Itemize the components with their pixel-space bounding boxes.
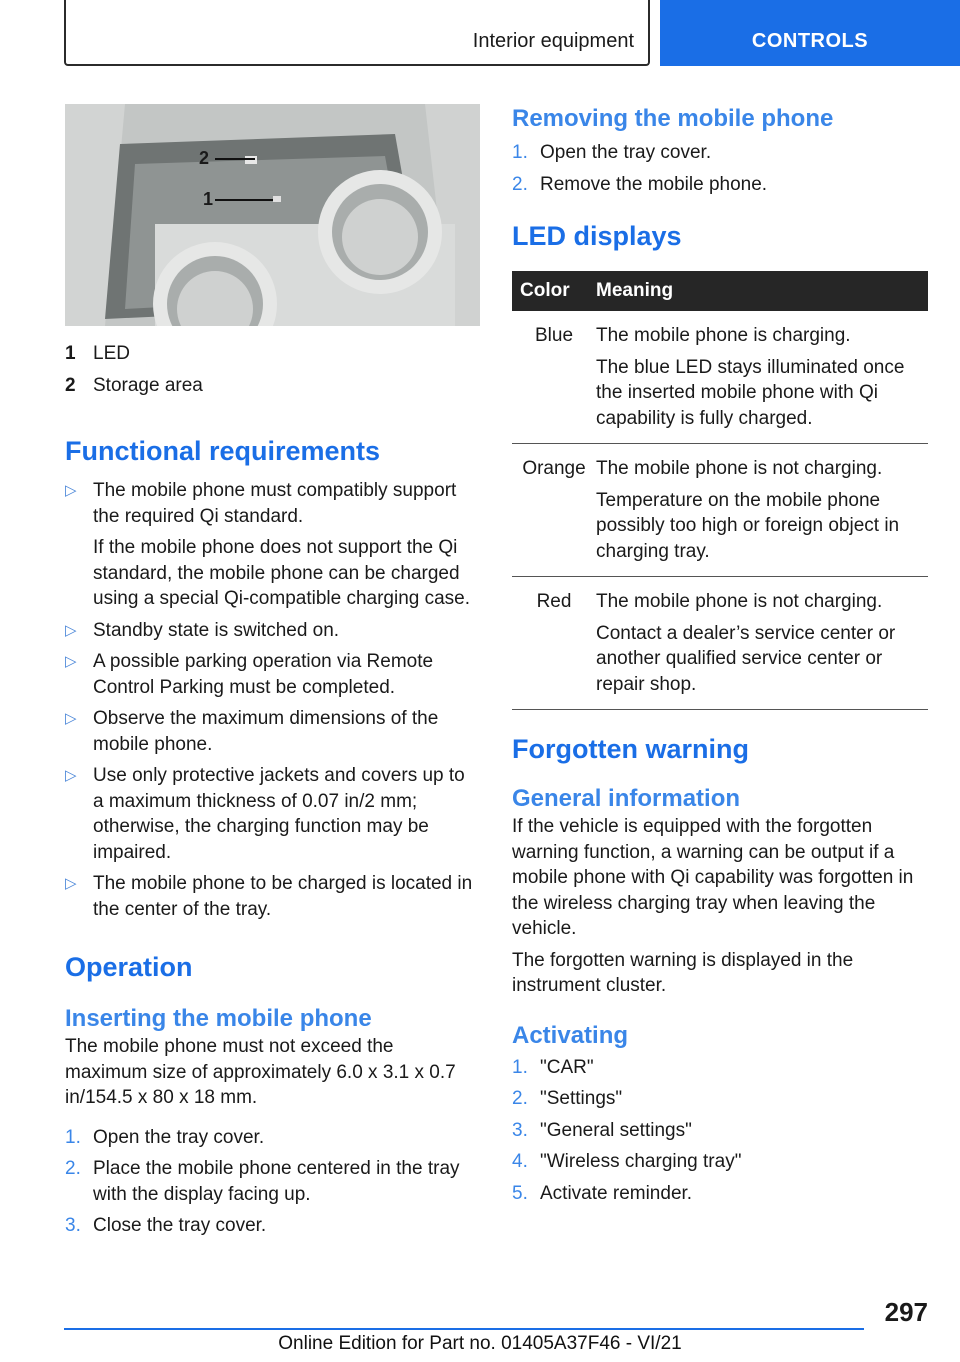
footer-edition: Online Edition for Part no. 01405A37F46 - VI/21 [278, 1333, 682, 1354]
list-item: 5. Activate reminder. [512, 1182, 693, 1204]
table-row: Blue The mobile phone is charging. The blue LED stays illuminated once the inserted mobile phone with Qi capability is fully charged. [512, 311, 928, 444]
figure-legend [65, 338, 480, 402]
triangle-bullet-icon: ▷ [65, 482, 77, 499]
header-chapter-title: CONTROLS [751, 30, 869, 52]
callout-1: 1 [203, 189, 214, 209]
legend-number: 2 [65, 375, 76, 396]
activating-steps [512, 1055, 928, 1207]
removing-heading: Removing the mobile phone [512, 105, 834, 132]
legend-label: LED [93, 343, 130, 364]
general-information-heading: General information [512, 785, 741, 812]
list-item: 1. Open the tray cover. [512, 142, 712, 163]
table-header-meaning: Meaning [596, 271, 928, 311]
inserting-heading: Inserting the mobile phone [65, 1005, 372, 1032]
footer-divider [64, 1328, 864, 1330]
triangle-bullet-icon: ▷ [65, 653, 77, 670]
header-section-title: Interior equipment [472, 30, 634, 52]
led-table [512, 271, 928, 710]
triangle-bullet-icon: ▷ [65, 621, 77, 639]
legend-number: 1 [65, 343, 76, 364]
list-item: 1. Open the tray cover. [65, 1126, 265, 1148]
list-item: 2. Place the mobile phone centered in the tray with the display facing up. [65, 1158, 460, 1205]
list-item: ▷ Observe the maximum dimensions of the mobile phone. [65, 708, 439, 755]
inserting-steps [65, 1125, 480, 1239]
triangle-bullet-icon: ▷ [65, 767, 77, 784]
triangle-bullet-icon: ▷ [65, 710, 77, 727]
table-row: Orange The mobile phone is not charging. Temperature on the mobile phone possibly too high or foreign object in charging tray. [512, 444, 928, 577]
legend-item [65, 338, 480, 370]
table-row: Red The mobile phone is not charging. Contact a dealer’s service center or another qualified service center or repair shop. [512, 577, 928, 710]
list-item: 2. "Settings" [512, 1088, 623, 1109]
general-information-para-2: The forgotten warning is displayed in the instrument cluster. [512, 949, 854, 996]
right-column [512, 104, 928, 1212]
list-item: ▷ The mobile phone must compatibly support the required Qi standard. If the mobile phone does not support the Qi standard, the mobile phone can be charged using a special Qi-compatible charging case. [65, 480, 471, 609]
table-header-color: Color [512, 271, 596, 311]
general-information-para: If the vehicle is equipped with the forgotten warning function, a warning can be output if a mobile phone with Qi capability was forgotten in the wireless charging tray when leaving the vehicle. [512, 816, 914, 939]
operation-heading: Operation [65, 952, 193, 982]
list-item: 2. Remove the mobile phone. [512, 173, 768, 195]
list-item: ▷ The mobile phone to be charged is located in the center of the tray. [65, 873, 473, 920]
activating-heading: Activating [512, 1021, 629, 1049]
list-item: ▷ Use only protective jackets and covers up to a maximum thickness of 0.07 in/2 mm; otherwise, the charging function may be impaired. [65, 765, 465, 863]
charging-tray-illustration [65, 104, 480, 326]
callout-2: 2 [199, 148, 210, 168]
led-displays-heading: LED displays [512, 221, 682, 251]
list-item: 3. "General settings" [512, 1119, 692, 1141]
header-section-tab [64, 0, 650, 66]
header-chapter-tab[interactable] [660, 0, 960, 66]
list-item: 4. "Wireless charging tray" [512, 1151, 742, 1172]
functional-requirements-heading: Functional requirements [65, 436, 381, 466]
page-number: 297 [884, 1297, 928, 1327]
list-item: 1. "CAR" [512, 1056, 594, 1078]
list-item: ▷ A possible parking operation via Remote Control Parking must be completed. [65, 651, 434, 698]
list-item: 3. Close the tray cover. [65, 1215, 267, 1236]
list-item: ▷ Standby state is switched on. [65, 618, 480, 644]
triangle-bullet-icon: ▷ [65, 875, 77, 892]
removing-steps [512, 140, 928, 197]
inserting-intro: The mobile phone must not exceed the maximum size of approximately 6.0 x 3.1 x 0.7 in/154.5 x 80 x 18 mm. [65, 1036, 456, 1108]
forgotten-warning-heading: Forgotten warning [512, 734, 749, 764]
charging-tray-figure [65, 104, 480, 326]
legend-label: Storage area [93, 375, 203, 396]
left-column [65, 104, 480, 1245]
functional-requirements-list [65, 478, 480, 922]
legend-item [65, 370, 480, 402]
